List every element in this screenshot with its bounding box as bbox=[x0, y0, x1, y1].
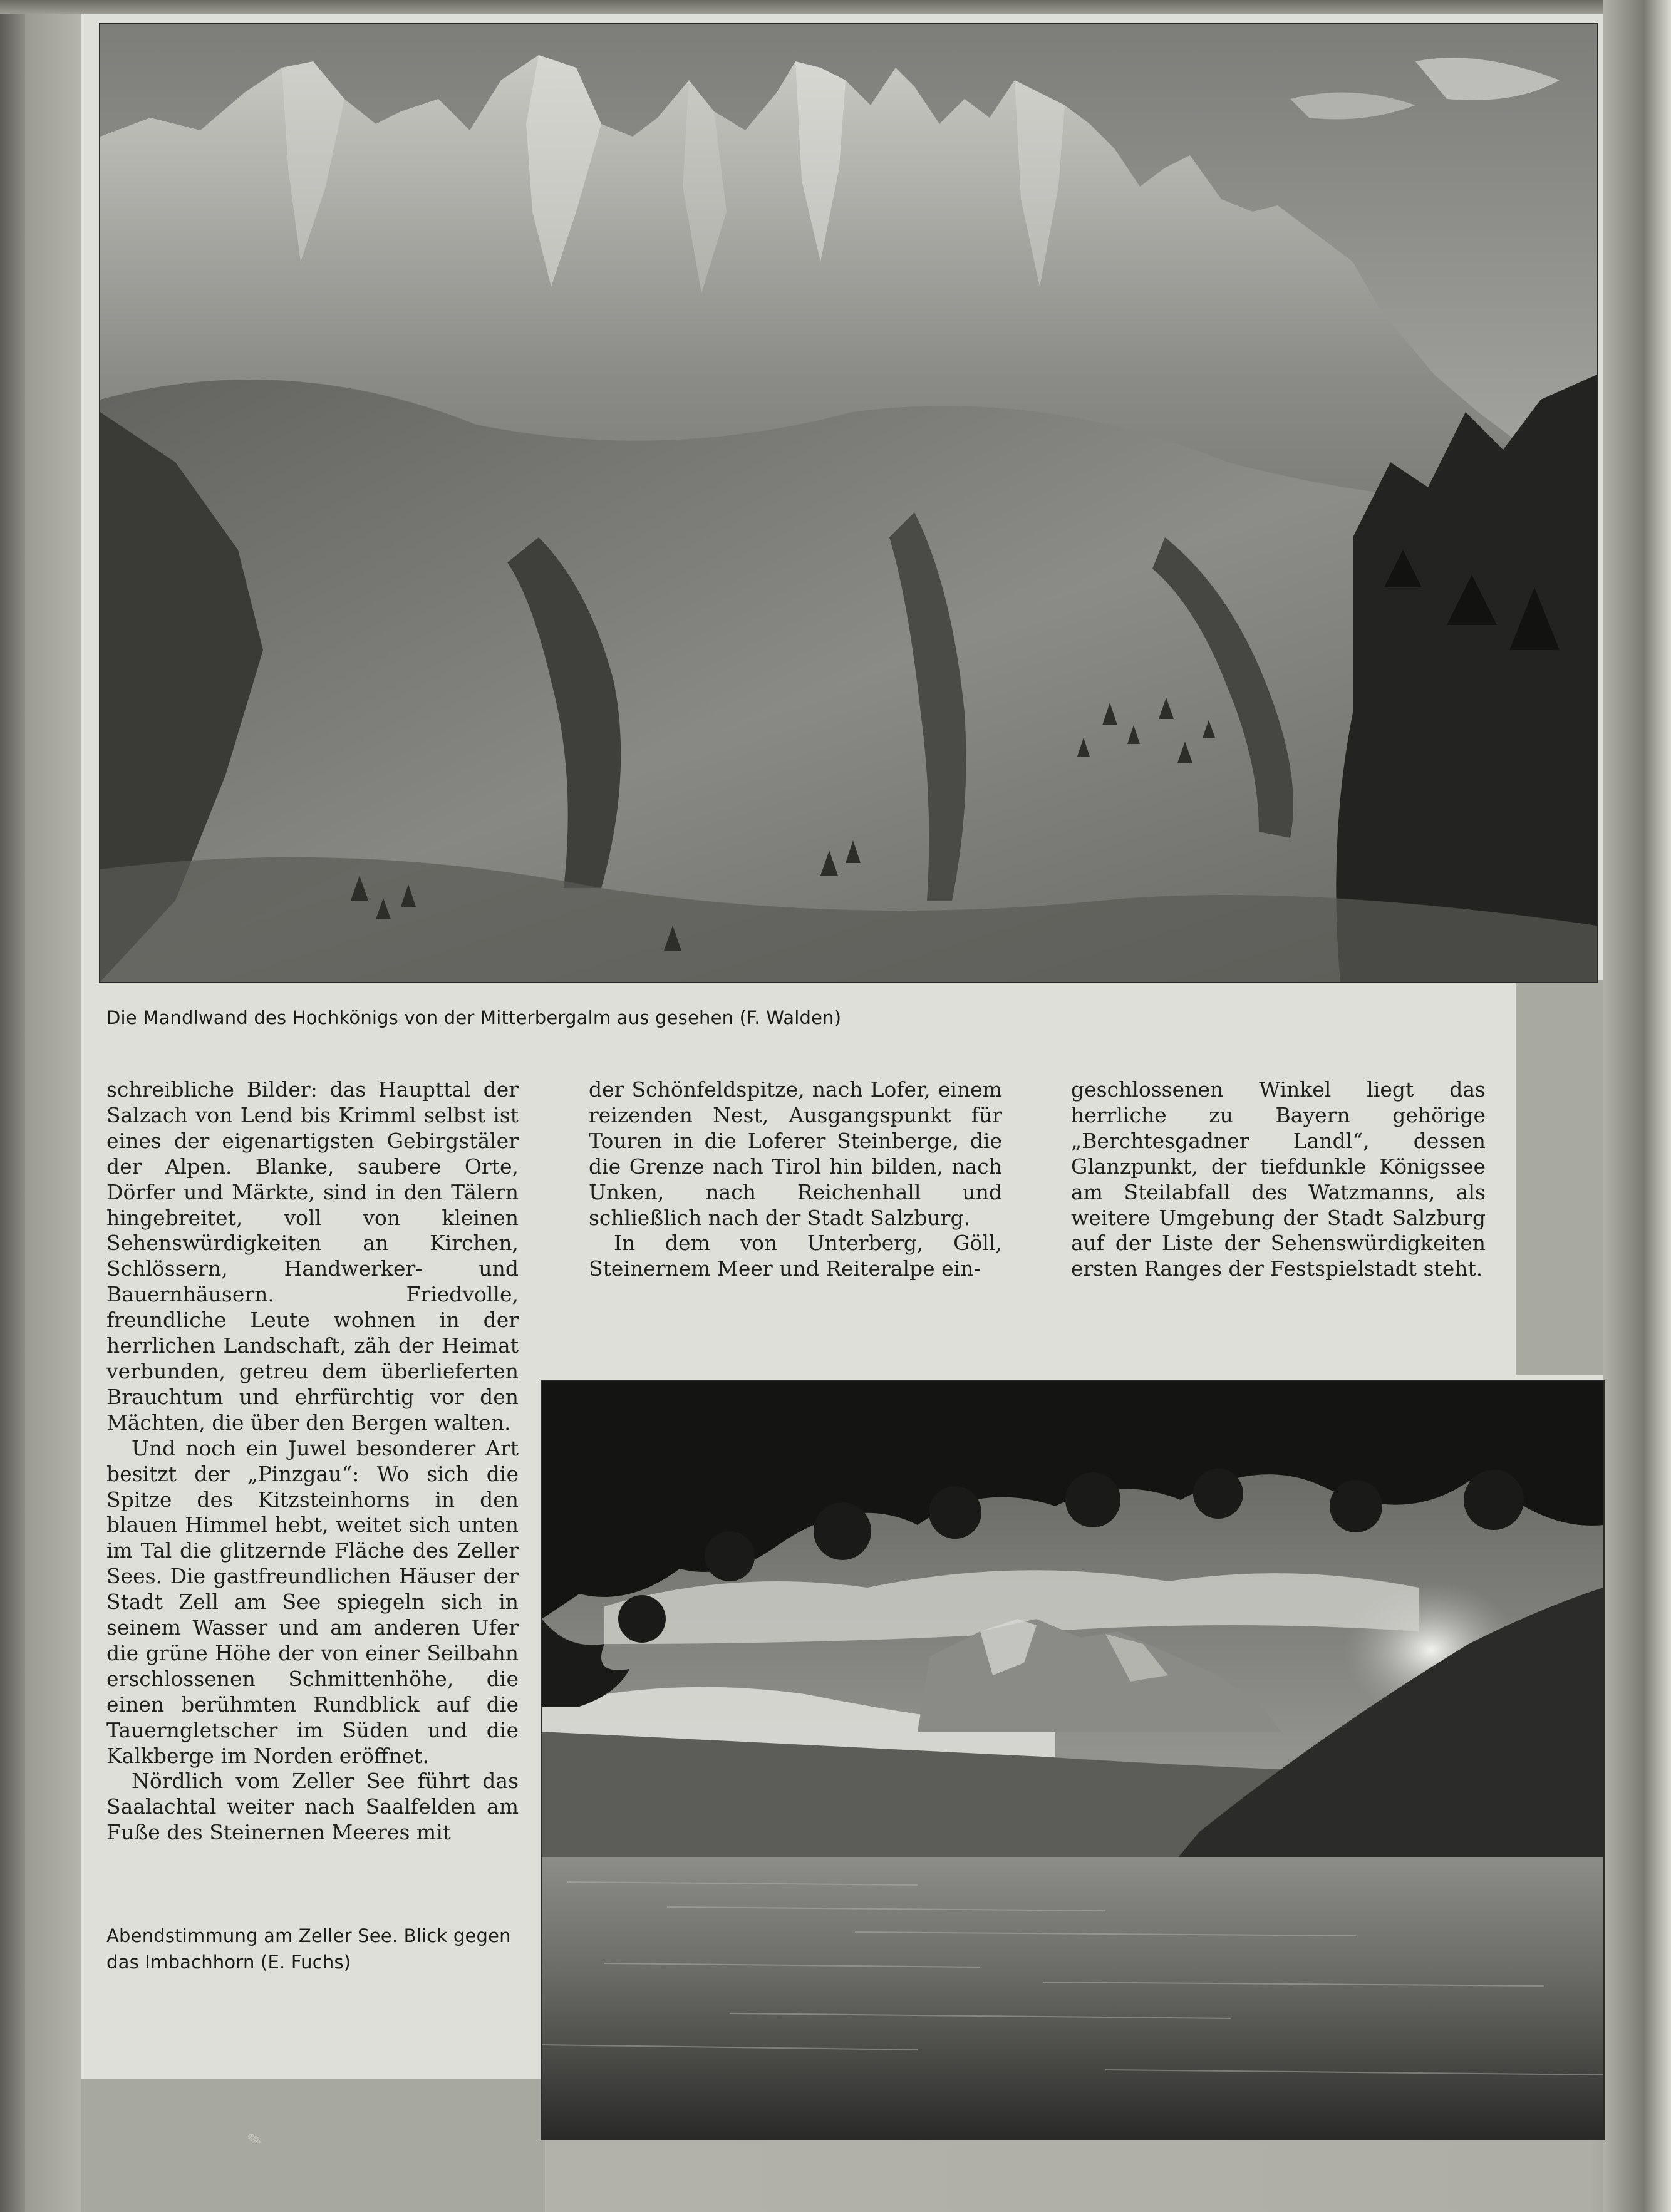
page-ink-mark: ✎ bbox=[245, 2127, 265, 2152]
page-right-edge bbox=[1603, 0, 1671, 2212]
lake-evening-image bbox=[542, 1381, 1603, 2139]
paragraph: In dem von Unterberg, Göll, Steinernem Meer und Reiteralpe ein- bbox=[589, 1231, 1002, 1281]
mountain-ridge-photo bbox=[100, 24, 1597, 982]
article-column-2 bbox=[589, 1077, 1002, 1282]
page-margin-shadow bbox=[81, 2079, 545, 2212]
paragraph: geschlossenen Winkel liegt das herrliche zu Bayern gehörige „Berchtesgadner Landl“, dessen Glanzpunkt, der tiefdunkle Königssee am Steilabfall des Watzmanns, als weitere Umgebung der Stadt Salzburg auf der Liste der Sehenswürdigkeiten ersten Ranges der Festspielstadt steht. bbox=[1071, 1077, 1486, 1281]
page-top-edge bbox=[0, 0, 1671, 14]
book-spine bbox=[0, 0, 25, 2212]
paragraph: Nördlich vom Zeller See führt das Saalachtal weiter nach Saalfelden am Fuße des Steinernen Meeres mit bbox=[106, 1769, 519, 1845]
page-margin-shadow-right bbox=[1516, 980, 1603, 1375]
paragraph: Und noch ein Juwel besonderer Art besitzt der „Pinzgau“: Wo sich die Spitze des Kitzsteinhorns in den blauen Himmel hebt, weitet sich unten im Tal die glitzernde Fläche des Zeller Sees. Die gastfreundlichen Häuser der Stadt Zell am See spiegeln sich in seinem Wasser und am anderen Ufer die grüne Höhe der von einer Seilbahn erschlossenen Schmittenhöhe, die einen berühmten Rundblick auf die Tauerngletscher im Süden und die Kalkberge im Norden eröffnet. bbox=[106, 1435, 519, 1768]
lake-evening-photo bbox=[542, 1381, 1603, 2139]
article-column-1 bbox=[106, 1077, 519, 1846]
article-column-3 bbox=[1071, 1077, 1486, 1282]
photo-caption-top: Die Mandlwand des Hochkönigs von der Mitterbergalm aus gesehen (F. Walden) bbox=[106, 1007, 842, 1028]
paragraph: schreibliche Bilder: das Haupttal der Salzach von Lend bis Krimml selbst ist eines der eigenartigsten Gebirgstäler der Alpen. Blanke, saubere Orte, Dörfer und Märkte, sind in den Tälern hingebreitet, voll von kleinen Sehenswürdigkeiten an Kirchen, Schlössern, Handwerker- und Bauernhäusern. Friedvolle, freundliche Leute wohnen in der herrlichen Landschaft, zäh der Heimat verbunden, getreu dem überlieferten Brauchtum und ehrfürchtig vor den Mächten, die über den Bergen walten. bbox=[106, 1077, 519, 1435]
paragraph: der Schönfeldspitze, nach Lofer, einem reizenden Nest, Ausgangspunkt für Touren in die Loferer Steinberge, die die Grenze nach Tirol hin bilden, nach Unken, nach Reichenhall und schließlich nach der Stadt Salzburg. bbox=[589, 1077, 1002, 1230]
photo-caption-bottom: Abendstimmung am Zeller See. Blick gegen das Imbachhorn (E. Fuchs) bbox=[106, 1925, 511, 1973]
mountain-ridge-image bbox=[100, 24, 1597, 982]
